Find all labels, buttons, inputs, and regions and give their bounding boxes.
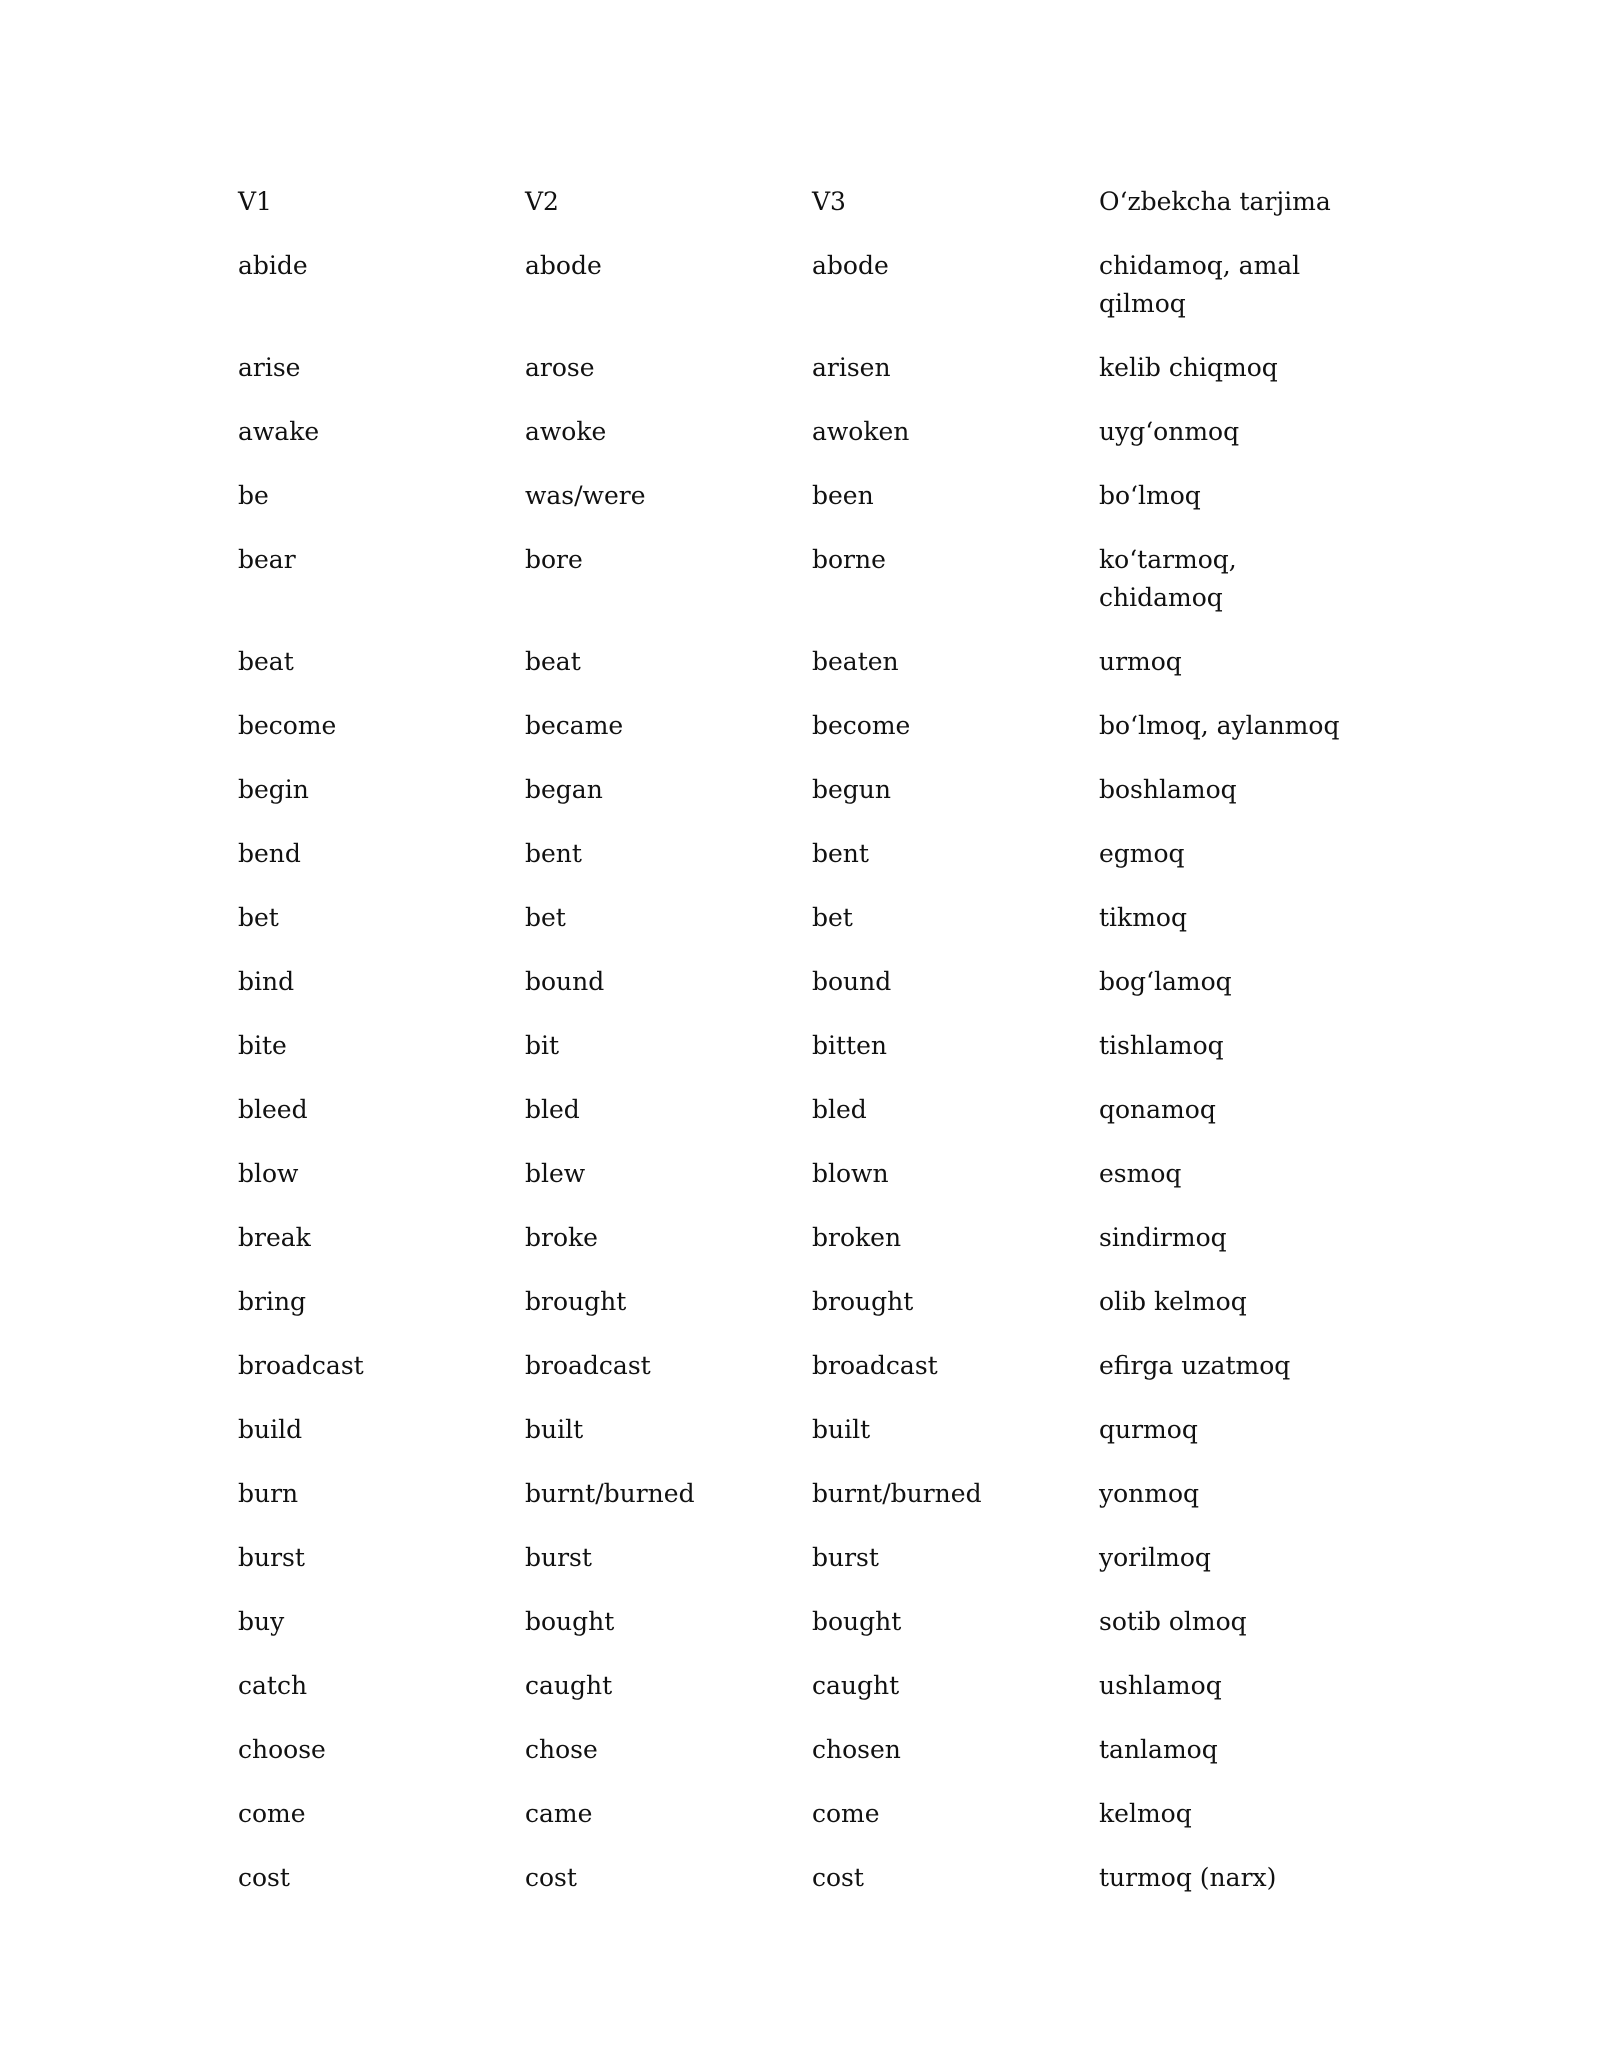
cell-v3: bled [812, 1095, 867, 1124]
table-header-row [238, 183, 1368, 247]
cell-v2: beat [525, 647, 581, 676]
table-row [238, 1283, 1368, 1347]
cell-v1: catch [238, 1671, 308, 1700]
cell-v2: bled [525, 1095, 580, 1124]
table-row [238, 1859, 1368, 1923]
cell-v1: break [238, 1223, 311, 1252]
cell-v1: buy [238, 1607, 285, 1636]
cell-translation: ushlamoq [1099, 1671, 1222, 1700]
cell-v2: brought [525, 1287, 627, 1316]
cell-translation: uyg‘onmoq [1099, 417, 1240, 446]
cell-v2: abode [525, 251, 602, 280]
cell-v3: cost [812, 1863, 864, 1892]
cell-translation: turmoq (narx) [1099, 1863, 1277, 1892]
cell-v2: cost [525, 1863, 577, 1892]
cell-v2: bent [525, 839, 582, 868]
cell-v2: built [525, 1415, 584, 1444]
cell-translation: yorilmoq [1099, 1543, 1211, 1572]
table-row [238, 477, 1368, 541]
cell-v1: become [238, 711, 337, 740]
cell-v3: burst [812, 1543, 879, 1572]
cell-translation: sotib olmoq [1099, 1607, 1247, 1636]
cell-v1: begin [238, 775, 309, 804]
table-row [238, 771, 1368, 835]
cell-translation: yonmoq [1099, 1479, 1200, 1508]
cell-translation: kelmoq [1099, 1799, 1192, 1828]
cell-translation: tishlamoq [1099, 1031, 1224, 1060]
cell-v3: chosen [812, 1735, 901, 1764]
cell-v3: bitten [812, 1031, 887, 1060]
header-v3: V3 [812, 187, 846, 216]
cell-v3: arisen [812, 353, 891, 382]
cell-translation: boshlamoq [1099, 775, 1237, 804]
cell-translation: esmoq [1099, 1159, 1182, 1188]
table-row [238, 1475, 1368, 1539]
cell-v2: began [525, 775, 603, 804]
table-row [238, 1027, 1368, 1091]
table-row [238, 899, 1368, 963]
table-row [238, 1795, 1368, 1859]
table-row [238, 247, 1368, 349]
cell-v2: blew [525, 1159, 586, 1188]
cell-translation: efirga uzatmoq [1099, 1351, 1291, 1380]
table-row [238, 413, 1368, 477]
table-row [238, 1155, 1368, 1219]
cell-v2: became [525, 711, 624, 740]
table-row [238, 1219, 1368, 1283]
cell-v3: abode [812, 251, 889, 280]
cell-v2: burnt/burned [525, 1479, 695, 1508]
cell-v1: bleed [238, 1095, 308, 1124]
cell-v2: chose [525, 1735, 598, 1764]
cell-v2: was/were [525, 481, 646, 510]
table-row [238, 1603, 1368, 1667]
cell-v1: beat [238, 647, 294, 676]
table-row [238, 1667, 1368, 1731]
table-row [238, 1539, 1368, 1603]
cell-v3: blown [812, 1159, 889, 1188]
cell-v1: bring [238, 1287, 307, 1316]
cell-v1: bind [238, 967, 295, 996]
cell-translation: egmoq [1099, 839, 1185, 868]
cell-v1: abide [238, 251, 308, 280]
cell-v1: be [238, 481, 269, 510]
table-row [238, 643, 1368, 707]
table-body [238, 247, 1368, 1923]
cell-v1: cost [238, 1863, 290, 1892]
cell-v1: burn [238, 1479, 299, 1508]
cell-v3: burnt/burned [812, 1479, 982, 1508]
cell-v1: bite [238, 1031, 287, 1060]
cell-v2: awoke [525, 417, 607, 446]
cell-translation: olib kelmoq [1099, 1287, 1247, 1316]
cell-v3: bent [812, 839, 869, 868]
cell-translation: sindirmoq [1099, 1223, 1227, 1252]
cell-v1: build [238, 1415, 303, 1444]
cell-translation: qurmoq [1099, 1415, 1198, 1444]
cell-v3: bought [812, 1607, 902, 1636]
table-row [238, 835, 1368, 899]
cell-v2: bound [525, 967, 605, 996]
cell-v3: brought [812, 1287, 914, 1316]
table-row [238, 1091, 1368, 1155]
cell-translation: tikmoq [1099, 903, 1187, 932]
table-row [238, 1731, 1368, 1795]
cell-v3: beaten [812, 647, 899, 676]
cell-v3: broken [812, 1223, 902, 1252]
table-row [238, 707, 1368, 771]
cell-v1: bend [238, 839, 301, 868]
cell-v1: bear [238, 545, 296, 574]
cell-v3: come [812, 1799, 880, 1828]
header-translation: O‘zbekcha tarjima [1099, 187, 1331, 216]
cell-translation: urmoq [1099, 647, 1182, 676]
cell-translation: kelib chiqmoq [1099, 353, 1278, 382]
cell-v1: choose [238, 1735, 326, 1764]
cell-v1: blow [238, 1159, 299, 1188]
cell-translation: ko‘tarmoq, chidamoq [1099, 545, 1237, 612]
table-row [238, 349, 1368, 413]
cell-v3: bound [812, 967, 892, 996]
cell-v2: arose [525, 353, 595, 382]
table-row [238, 1347, 1368, 1411]
cell-translation: qonamoq [1099, 1095, 1216, 1124]
table-row [238, 541, 1368, 643]
table-row [238, 1411, 1368, 1475]
header-v1: V1 [238, 187, 272, 216]
cell-v3: borne [812, 545, 886, 574]
cell-v2: bore [525, 545, 583, 574]
cell-translation: bo‘lmoq [1099, 481, 1201, 510]
cell-v3: become [812, 711, 911, 740]
cell-v1: bet [238, 903, 279, 932]
cell-v2: burst [525, 1543, 592, 1572]
cell-v3: been [812, 481, 874, 510]
cell-v3: bet [812, 903, 853, 932]
cell-v2: bit [525, 1031, 560, 1060]
cell-v1: awake [238, 417, 320, 446]
cell-v3: caught [812, 1671, 900, 1700]
cell-v1: come [238, 1799, 306, 1828]
cell-v3: awoken [812, 417, 910, 446]
cell-v2: came [525, 1799, 593, 1828]
irregular-verbs-table [238, 183, 1368, 1923]
cell-v1: burst [238, 1543, 305, 1572]
cell-v2: bet [525, 903, 566, 932]
cell-v2: caught [525, 1671, 613, 1700]
cell-translation: bo‘lmoq, aylanmoq [1099, 711, 1340, 740]
cell-v1: arise [238, 353, 301, 382]
cell-v2: bought [525, 1607, 615, 1636]
cell-v2: broke [525, 1223, 598, 1252]
cell-v1: broadcast [238, 1351, 364, 1380]
cell-v3: built [812, 1415, 871, 1444]
cell-translation: chidamoq, amal qilmoq [1099, 251, 1301, 318]
header-v2: V2 [525, 187, 559, 216]
cell-translation: bog‘lamoq [1099, 967, 1232, 996]
cell-translation: tanlamoq [1099, 1735, 1218, 1764]
cell-v3: begun [812, 775, 892, 804]
cell-v2: broadcast [525, 1351, 651, 1380]
table-row [238, 963, 1368, 1027]
cell-v3: broadcast [812, 1351, 938, 1380]
